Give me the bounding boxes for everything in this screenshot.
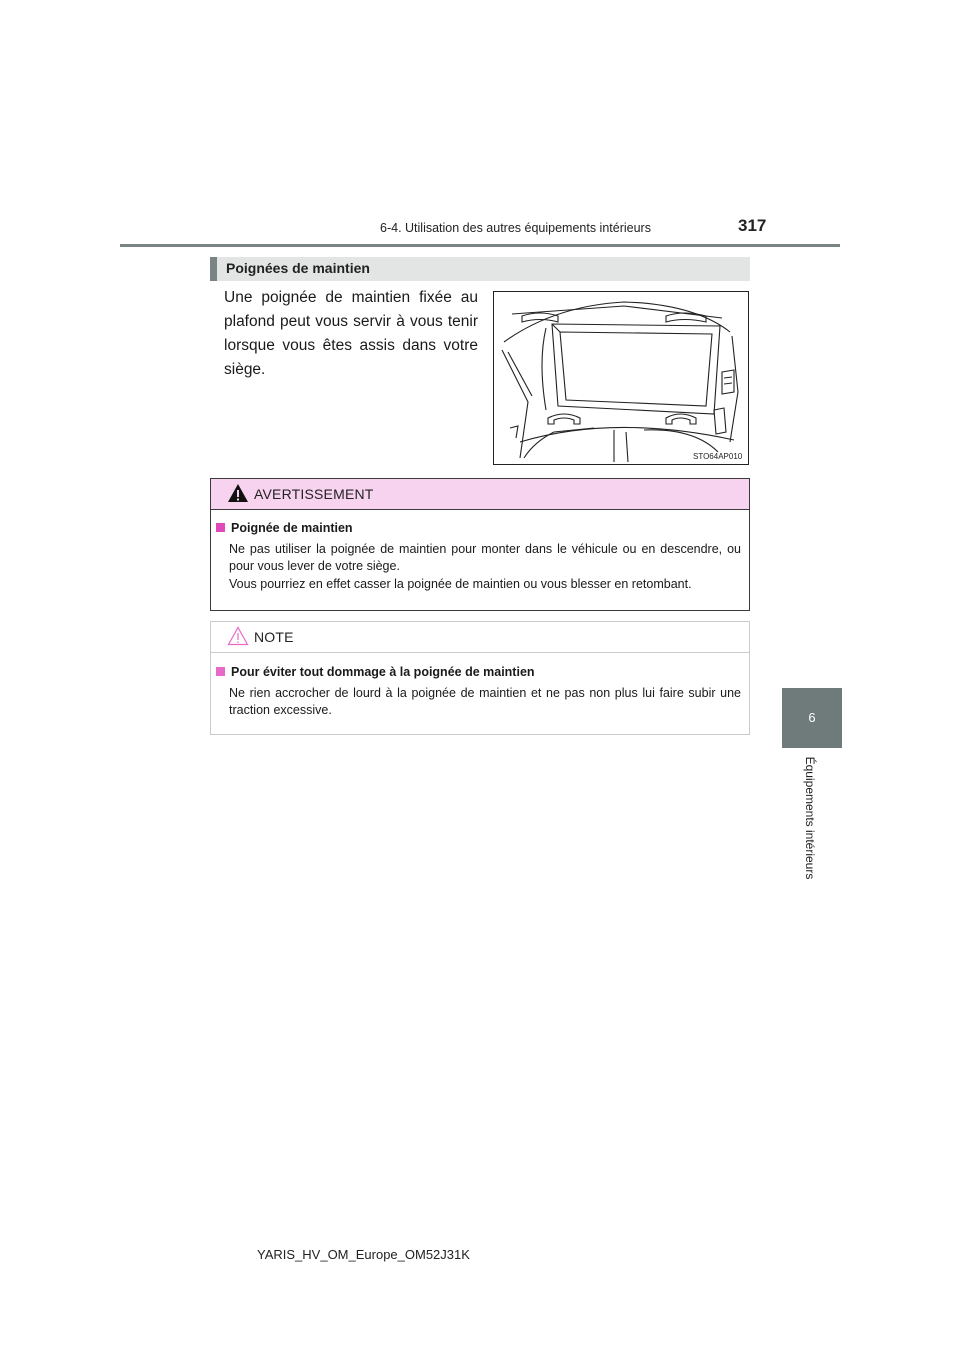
caution-triangle-icon bbox=[227, 626, 249, 646]
warning-triangle-icon bbox=[227, 483, 249, 503]
warning-label: AVERTISSEMENT bbox=[254, 486, 374, 502]
chapter-tab-number: 6 bbox=[808, 710, 816, 725]
note-box bbox=[210, 621, 750, 735]
note-item-text: Ne rien accrocher de lourd à la poignée de maintien et ne pas non plus lui faire subir une traction excessive. bbox=[229, 686, 741, 717]
warning-item-title-text: Poignée de maintien bbox=[231, 521, 353, 535]
document-code: YARIS_HV_OM_Europe_OM52J31K bbox=[257, 1247, 470, 1262]
note-bullet-icon bbox=[216, 667, 225, 676]
warning-header bbox=[211, 479, 749, 510]
note-item-title-text: Pour éviter tout dommage à la poignée de maintien bbox=[231, 665, 535, 679]
warning-box bbox=[210, 478, 750, 611]
section-heading-text: Poignées de maintien bbox=[226, 260, 370, 276]
section-heading bbox=[210, 257, 750, 281]
warning-bullet-icon bbox=[216, 523, 225, 532]
chapter-title: 6-4. Utilisation des autres équipements intérieurs bbox=[380, 221, 651, 235]
warning-item-title bbox=[216, 521, 353, 535]
page-number: 317 bbox=[738, 216, 767, 235]
note-label: NOTE bbox=[254, 629, 294, 645]
illustration-code: STO64AP010 bbox=[693, 452, 743, 461]
warning-item-text-2: Vous pourriez en effet casser la poignée de maintien ou vous blesser en retombant. bbox=[229, 577, 692, 591]
warning-item-text: Ne pas utiliser la poignée de maintien pour monter dans le véhicule ou en descendre, ou pour vous lever de votre siège. bbox=[229, 542, 741, 573]
note-item-title bbox=[216, 665, 535, 679]
car-ceiling-drawing bbox=[494, 292, 748, 464]
section-body: Une poignée de maintien fixée au plafond peut vous servir à vous tenir lorsque vous êtes assis dans votre siège. bbox=[224, 289, 478, 378]
note-header bbox=[211, 622, 749, 653]
header-rule bbox=[120, 244, 840, 247]
chapter-tab-label: Équipements intérieurs bbox=[803, 756, 817, 880]
grab-handle-illustration bbox=[493, 291, 749, 465]
section-heading-bar bbox=[210, 257, 217, 281]
